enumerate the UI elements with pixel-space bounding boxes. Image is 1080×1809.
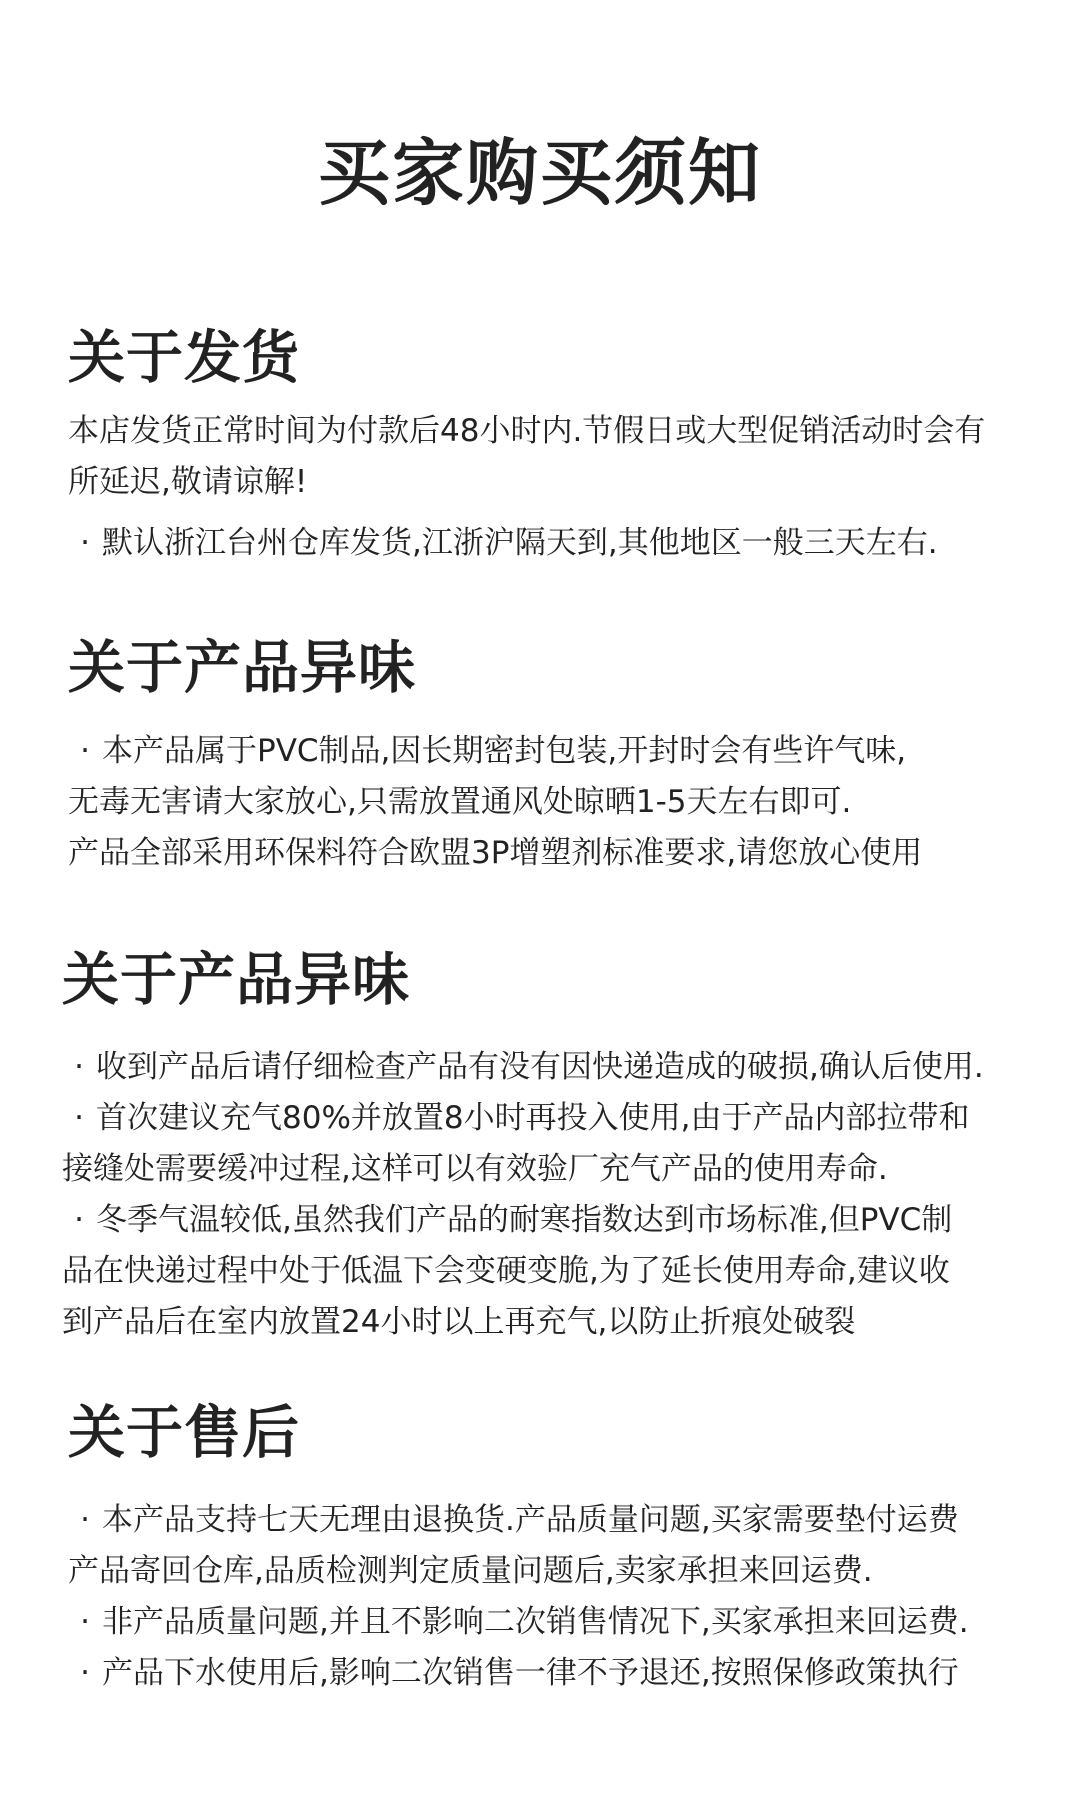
section-heading: 关于产品异味 — [68, 635, 416, 701]
bullet-icon: · — [74, 1202, 84, 1238]
bullet-text: 本产品支持七天无理由退换货.产品质量问题,买家需要垫付运费 — [102, 1502, 959, 1538]
bullet-text: 收到产品后请仔细检查产品有没有因快递造成的破损,确认后使用. — [96, 1049, 984, 1085]
bullet-text: 冬季气温较低,虽然我们产品的耐寒指数达到市场标准,但PVC制 — [96, 1202, 953, 1238]
section-heading: 关于产品异味 — [62, 947, 410, 1013]
bullet-line — [68, 1597, 1028, 1648]
bullet-text: 非产品质量问题,并且不影响二次销售情况下,买家承担来回运费. — [102, 1604, 969, 1640]
bullet-line — [68, 1495, 1028, 1546]
paragraph-line: 到产品后在室内放置24小时以上再充气,以防止折痕处破裂 — [62, 1304, 856, 1340]
section-heading: 关于发货 — [68, 325, 300, 391]
bullet-text: 本产品属于PVC制品,因长期密封包装,开封时会有些许气味, — [102, 733, 907, 769]
section-heading: 关于售后 — [68, 1400, 300, 1466]
section-after-sales — [68, 1397, 1028, 1699]
paragraph-line: 接缝处需要缓冲过程,这样可以有效验厂充气产品的使用寿命. — [62, 1151, 888, 1187]
paragraph-line: 所延迟,敬请谅解! — [68, 464, 308, 500]
bullet-icon: · — [80, 1655, 90, 1691]
paragraph-line: 无毒无害请大家放心,只需放置通风处晾晒1-5天左右即可. — [68, 784, 852, 820]
bullet-icon: · — [74, 1049, 84, 1085]
bullet-icon: · — [74, 1100, 84, 1136]
bullet-line — [68, 726, 1028, 777]
bullet-line — [62, 1093, 1022, 1144]
section-shipping — [68, 322, 1028, 569]
bullet-line — [68, 518, 1028, 569]
bullet-icon: · — [80, 525, 90, 561]
bullet-text: 产品下水使用后,影响二次销售一律不予退还,按照保修政策执行 — [102, 1655, 959, 1691]
paragraph-line: 本店发货正常时间为付款后48小时内.节假日或大型促销活动时会有 — [68, 413, 986, 449]
section-odor — [68, 632, 1028, 879]
bullet-icon: · — [80, 1604, 90, 1640]
bullet-line — [68, 1648, 1028, 1699]
paragraph-line: 品在快递过程中处于低温下会变硬变脆,为了延长使用寿命,建议收 — [62, 1253, 950, 1289]
page-title: 买家购买须知 — [317, 131, 762, 215]
paragraph-line: 产品寄回仓库,品质检测判定质量问题后,卖家承担来回运费. — [68, 1553, 873, 1589]
bullet-icon: · — [80, 733, 90, 769]
paragraph-line: 产品全部采用环保料符合欧盟3P增塑剂标准要求,请您放心使用 — [68, 835, 923, 871]
bullet-text: 默认浙江台州仓库发货,江浙沪隔天到,其他地区一般三天左右. — [102, 525, 938, 561]
bullet-icon: · — [80, 1502, 90, 1538]
bullet-text: 首次建议充气80%并放置8小时再投入使用,由于产品内部拉带和 — [96, 1100, 970, 1136]
bullet-line — [62, 1042, 1022, 1093]
section-usage — [62, 944, 1022, 1348]
bullet-line — [62, 1195, 1022, 1246]
